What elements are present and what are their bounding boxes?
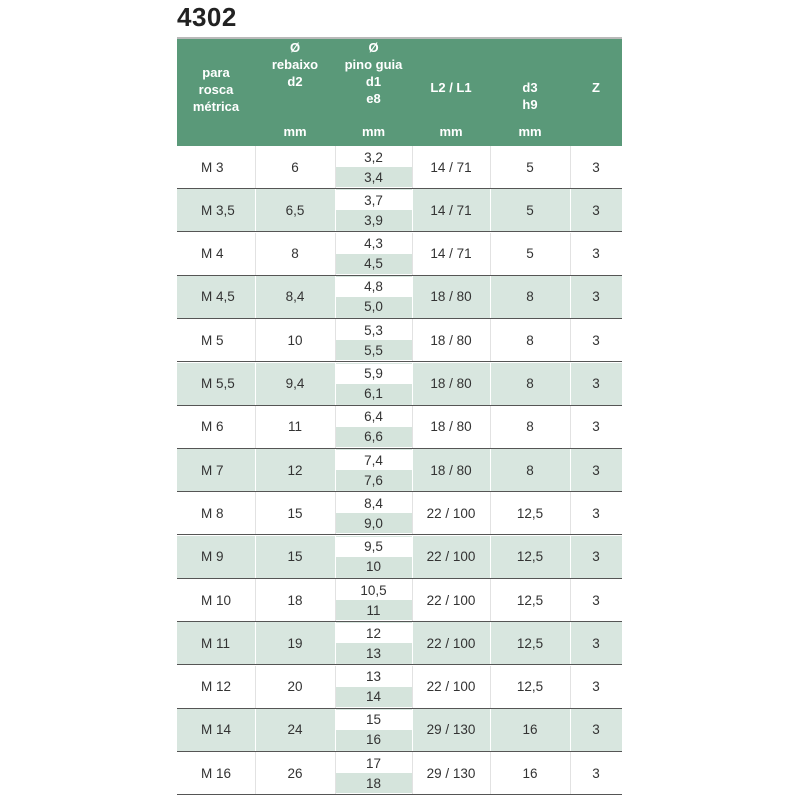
- table-row: [177, 622, 622, 665]
- cell-thread: M 3: [201, 159, 224, 175]
- pilot-value-upper: 6,4: [335, 407, 412, 427]
- column-divider: [490, 406, 491, 448]
- column-divider: [570, 579, 571, 621]
- table-row: [177, 406, 622, 449]
- column-divider: [255, 536, 256, 578]
- cell-counterbore: 15: [287, 505, 303, 521]
- header-line: Z: [592, 80, 600, 95]
- pilot-value-lower: 7,6: [335, 470, 412, 490]
- column-divider: [490, 709, 491, 751]
- column-divider: [255, 319, 256, 361]
- header-line: rosca: [198, 82, 234, 97]
- header-line: pino guia: [344, 57, 403, 72]
- cell-flutes: 3: [592, 202, 600, 218]
- cell-shank: 5: [526, 202, 534, 218]
- column-divider: [255, 492, 256, 534]
- header-unit: mm: [439, 124, 463, 139]
- pilot-value-upper: 17: [335, 753, 412, 773]
- column-divider: [490, 492, 491, 534]
- column-divider: [570, 536, 571, 578]
- column-divider: [412, 363, 413, 405]
- column-divider: [490, 622, 491, 664]
- column-divider: [412, 319, 413, 361]
- table-row: [177, 276, 622, 319]
- column-divider: [412, 449, 413, 491]
- cell-length: 29 / 130: [426, 722, 476, 738]
- header-line: Ø: [368, 40, 379, 55]
- column-divider: [412, 233, 413, 275]
- cell-pilot: [335, 277, 412, 317]
- cell-flutes: 3: [592, 592, 600, 608]
- table-row: [177, 579, 622, 622]
- header-line: h9: [522, 97, 538, 112]
- cell-shank: 8: [526, 289, 534, 305]
- pilot-value-upper: 4,8: [335, 277, 412, 297]
- cell-counterbore: 9,4: [285, 376, 305, 391]
- cell-pilot: [335, 320, 412, 360]
- cell-length: 18 / 80: [430, 462, 472, 478]
- pilot-value-upper: 4,3: [335, 234, 412, 254]
- column-divider: [335, 406, 336, 448]
- column-divider: [490, 363, 491, 405]
- pilot-value-upper: 3,7: [335, 190, 412, 210]
- column-divider: [570, 406, 571, 448]
- column-divider: [570, 709, 571, 751]
- header-line: e8: [366, 91, 381, 106]
- table-row: [177, 709, 622, 752]
- column-divider: [255, 449, 256, 491]
- header-unit: mm: [518, 124, 542, 139]
- cell-thread: M 5,5: [201, 376, 235, 391]
- table-row: [177, 146, 622, 189]
- cell-thread: M 4,5: [201, 289, 235, 305]
- header-line: métrica: [192, 99, 240, 114]
- pilot-value-lower: 6,6: [335, 427, 412, 447]
- cell-length: 29 / 130: [426, 765, 476, 781]
- table-header: [177, 39, 622, 146]
- cell-counterbore: 12: [287, 462, 303, 478]
- cell-shank: 12,5: [516, 505, 544, 521]
- table-row: [177, 233, 622, 276]
- cell-pilot: [335, 190, 412, 230]
- pilot-value-lower: 10: [335, 557, 412, 577]
- pilot-value-lower: 13: [335, 643, 412, 663]
- cell-shank: 16: [522, 765, 538, 781]
- cell-thread: M 16: [201, 765, 232, 781]
- cell-shank: 8: [526, 376, 534, 391]
- column-divider: [335, 363, 336, 405]
- cell-counterbore: 6,5: [285, 202, 305, 218]
- cell-counterbore: 11: [287, 419, 302, 435]
- column-divider: [570, 492, 571, 534]
- pilot-value-lower: 5,0: [335, 297, 412, 317]
- column-divider: [490, 233, 491, 275]
- cell-length: 18 / 80: [430, 332, 472, 348]
- cell-thread: M 14: [201, 722, 232, 738]
- header-line: L2 / L1: [430, 80, 472, 95]
- column-divider: [490, 276, 491, 318]
- header-thread: [177, 39, 255, 146]
- cell-pilot: [335, 623, 412, 663]
- cell-pilot: [335, 450, 412, 490]
- cell-shank: 16: [522, 722, 538, 738]
- cell-flutes: 3: [592, 246, 600, 262]
- cell-flutes: 3: [592, 159, 600, 175]
- column-divider: [412, 666, 413, 708]
- column-divider: [335, 752, 336, 794]
- column-divider: [570, 752, 571, 794]
- cell-length: 22 / 100: [426, 635, 476, 651]
- cell-shank: 8: [526, 332, 534, 348]
- column-divider: [570, 146, 571, 188]
- column-divider: [570, 622, 571, 664]
- cell-shank: 12,5: [516, 679, 544, 695]
- column-divider: [255, 276, 256, 318]
- cell-counterbore: 10: [287, 332, 303, 348]
- header-flutes: [570, 39, 622, 146]
- column-divider: [412, 146, 413, 188]
- column-divider: [570, 276, 571, 318]
- cell-length: 14 / 71: [430, 202, 472, 218]
- cell-flutes: 3: [592, 765, 600, 781]
- table-row: [177, 189, 622, 232]
- column-divider: [570, 363, 571, 405]
- cell-shank: 12,5: [516, 635, 544, 651]
- pilot-value-lower: 16: [335, 730, 412, 750]
- pilot-value-upper: 5,3: [335, 320, 412, 340]
- cell-pilot: [335, 147, 412, 187]
- cell-flutes: 3: [592, 722, 600, 738]
- cell-shank: 8: [526, 419, 534, 435]
- pilot-value-upper: 3,2: [335, 147, 412, 167]
- column-divider: [490, 752, 491, 794]
- pilot-value-upper: 12: [335, 623, 412, 643]
- column-divider: [255, 666, 256, 708]
- cell-pilot: [335, 407, 412, 447]
- pilot-value-lower: 3,9: [335, 210, 412, 230]
- cell-counterbore: 18: [287, 592, 303, 608]
- cell-counterbore: 6: [291, 159, 299, 175]
- header-unit: mm: [361, 124, 386, 139]
- column-divider: [412, 622, 413, 664]
- column-divider: [255, 363, 256, 405]
- pilot-value-lower: 9,0: [335, 513, 412, 533]
- cell-length: 18 / 80: [430, 289, 472, 305]
- cell-shank: 8: [526, 462, 534, 478]
- column-divider: [335, 709, 336, 751]
- cell-pilot: [335, 493, 412, 533]
- pilot-value-upper: 9,5: [335, 537, 412, 557]
- column-divider: [490, 319, 491, 361]
- cell-length: 14 / 71: [430, 159, 472, 175]
- pilot-value-lower: 3,4: [335, 167, 412, 187]
- cell-length: 22 / 100: [426, 549, 476, 565]
- column-divider: [335, 319, 336, 361]
- header-unit: mm: [283, 124, 307, 139]
- column-divider: [412, 752, 413, 794]
- table-row: [177, 449, 622, 492]
- column-divider: [490, 536, 491, 578]
- header-line: Ø: [289, 40, 301, 55]
- table-row: [177, 363, 622, 406]
- cell-thread: M 12: [201, 679, 232, 695]
- pilot-value-lower: 11: [335, 600, 412, 620]
- column-divider: [335, 622, 336, 664]
- column-divider: [490, 666, 491, 708]
- pilot-value-upper: 7,4: [335, 450, 412, 470]
- column-divider: [412, 492, 413, 534]
- cell-counterbore: 8: [291, 246, 299, 262]
- cell-length: 22 / 100: [426, 679, 476, 695]
- column-divider: [412, 709, 413, 751]
- table-row: [177, 319, 622, 362]
- column-divider: [335, 492, 336, 534]
- header-line: d1: [365, 74, 382, 89]
- cell-thread: M 3,5: [201, 202, 235, 218]
- column-divider: [490, 189, 491, 231]
- column-divider: [335, 666, 336, 708]
- page-title: 4302: [177, 2, 237, 32]
- cell-counterbore: 26: [287, 765, 303, 781]
- cell-pilot: [335, 753, 412, 793]
- cell-counterbore: 24: [287, 722, 303, 738]
- column-divider: [335, 233, 336, 275]
- table-row: [177, 536, 622, 579]
- cell-thread: M 4: [201, 246, 224, 262]
- pilot-value-upper: 13: [335, 667, 412, 687]
- cell-length: 18 / 80: [430, 376, 472, 391]
- column-divider: [335, 449, 336, 491]
- column-divider: [335, 189, 336, 231]
- cell-thread: M 5: [201, 332, 224, 348]
- cell-counterbore: 15: [287, 549, 303, 565]
- cell-shank: 5: [526, 246, 534, 262]
- cell-thread: M 11: [201, 635, 231, 651]
- pilot-value-upper: 15: [335, 710, 412, 730]
- header-line: para: [202, 65, 230, 80]
- column-divider: [570, 189, 571, 231]
- table-row: [177, 666, 622, 709]
- column-divider: [255, 752, 256, 794]
- pilot-value-lower: 5,5: [335, 340, 412, 360]
- header-line: d2: [287, 74, 303, 89]
- column-divider: [570, 233, 571, 275]
- cell-pilot: [335, 710, 412, 750]
- table-row: [177, 752, 622, 795]
- column-divider: [255, 579, 256, 621]
- pilot-value-lower: 6,1: [335, 384, 412, 404]
- cell-length: 22 / 100: [426, 505, 476, 521]
- column-divider: [335, 146, 336, 188]
- cell-flutes: 3: [592, 462, 600, 478]
- cell-pilot: [335, 667, 412, 707]
- cell-shank: 5: [526, 159, 534, 175]
- cell-length: 14 / 71: [430, 246, 472, 262]
- cell-counterbore: 19: [287, 635, 303, 651]
- column-divider: [255, 233, 256, 275]
- cell-flutes: 3: [592, 549, 600, 565]
- cell-thread: M 9: [201, 549, 224, 565]
- column-divider: [255, 709, 256, 751]
- column-divider: [570, 319, 571, 361]
- header-line: d3: [522, 80, 538, 95]
- column-divider: [335, 276, 336, 318]
- column-divider: [570, 666, 571, 708]
- cell-flutes: 3: [592, 635, 600, 651]
- column-divider: [255, 406, 256, 448]
- spec-table: [177, 37, 622, 793]
- column-divider: [412, 276, 413, 318]
- cell-length: 18 / 80: [430, 419, 472, 435]
- cell-flutes: 3: [592, 289, 600, 305]
- column-divider: [412, 536, 413, 578]
- column-divider: [490, 146, 491, 188]
- table-row: [177, 492, 622, 535]
- cell-pilot: [335, 364, 412, 404]
- column-divider: [490, 579, 491, 621]
- cell-thread: M 10: [201, 592, 232, 608]
- cell-flutes: 3: [592, 332, 600, 348]
- cell-shank: 12,5: [516, 549, 544, 565]
- cell-counterbore: 20: [287, 679, 303, 695]
- column-divider: [255, 146, 256, 188]
- header-line: rebaixo: [271, 57, 319, 72]
- column-divider: [412, 406, 413, 448]
- column-divider: [412, 189, 413, 231]
- cell-length: 22 / 100: [426, 592, 476, 608]
- column-divider: [570, 449, 571, 491]
- column-divider: [412, 579, 413, 621]
- cell-pilot: [335, 234, 412, 274]
- cell-flutes: 3: [592, 505, 600, 521]
- pilot-value-lower: 18: [335, 773, 412, 793]
- pilot-value-lower: 14: [335, 687, 412, 707]
- pilot-value-lower: 4,5: [335, 254, 412, 274]
- column-divider: [490, 449, 491, 491]
- cell-flutes: 3: [592, 679, 600, 695]
- cell-flutes: 3: [592, 419, 600, 435]
- cell-flutes: 3: [592, 376, 600, 391]
- cell-counterbore: 8,4: [285, 289, 305, 305]
- column-divider: [335, 536, 336, 578]
- column-divider: [255, 622, 256, 664]
- pilot-value-upper: 10,5: [335, 580, 412, 600]
- cell-thread: M 6: [201, 419, 224, 435]
- cell-thread: M 8: [201, 505, 224, 521]
- pilot-value-upper: 8,4: [335, 493, 412, 513]
- column-divider: [335, 579, 336, 621]
- cell-pilot: [335, 580, 412, 620]
- column-divider: [255, 189, 256, 231]
- pilot-value-upper: 5,9: [335, 364, 412, 384]
- cell-pilot: [335, 537, 412, 577]
- cell-thread: M 7: [201, 462, 224, 478]
- cell-shank: 12,5: [516, 592, 544, 608]
